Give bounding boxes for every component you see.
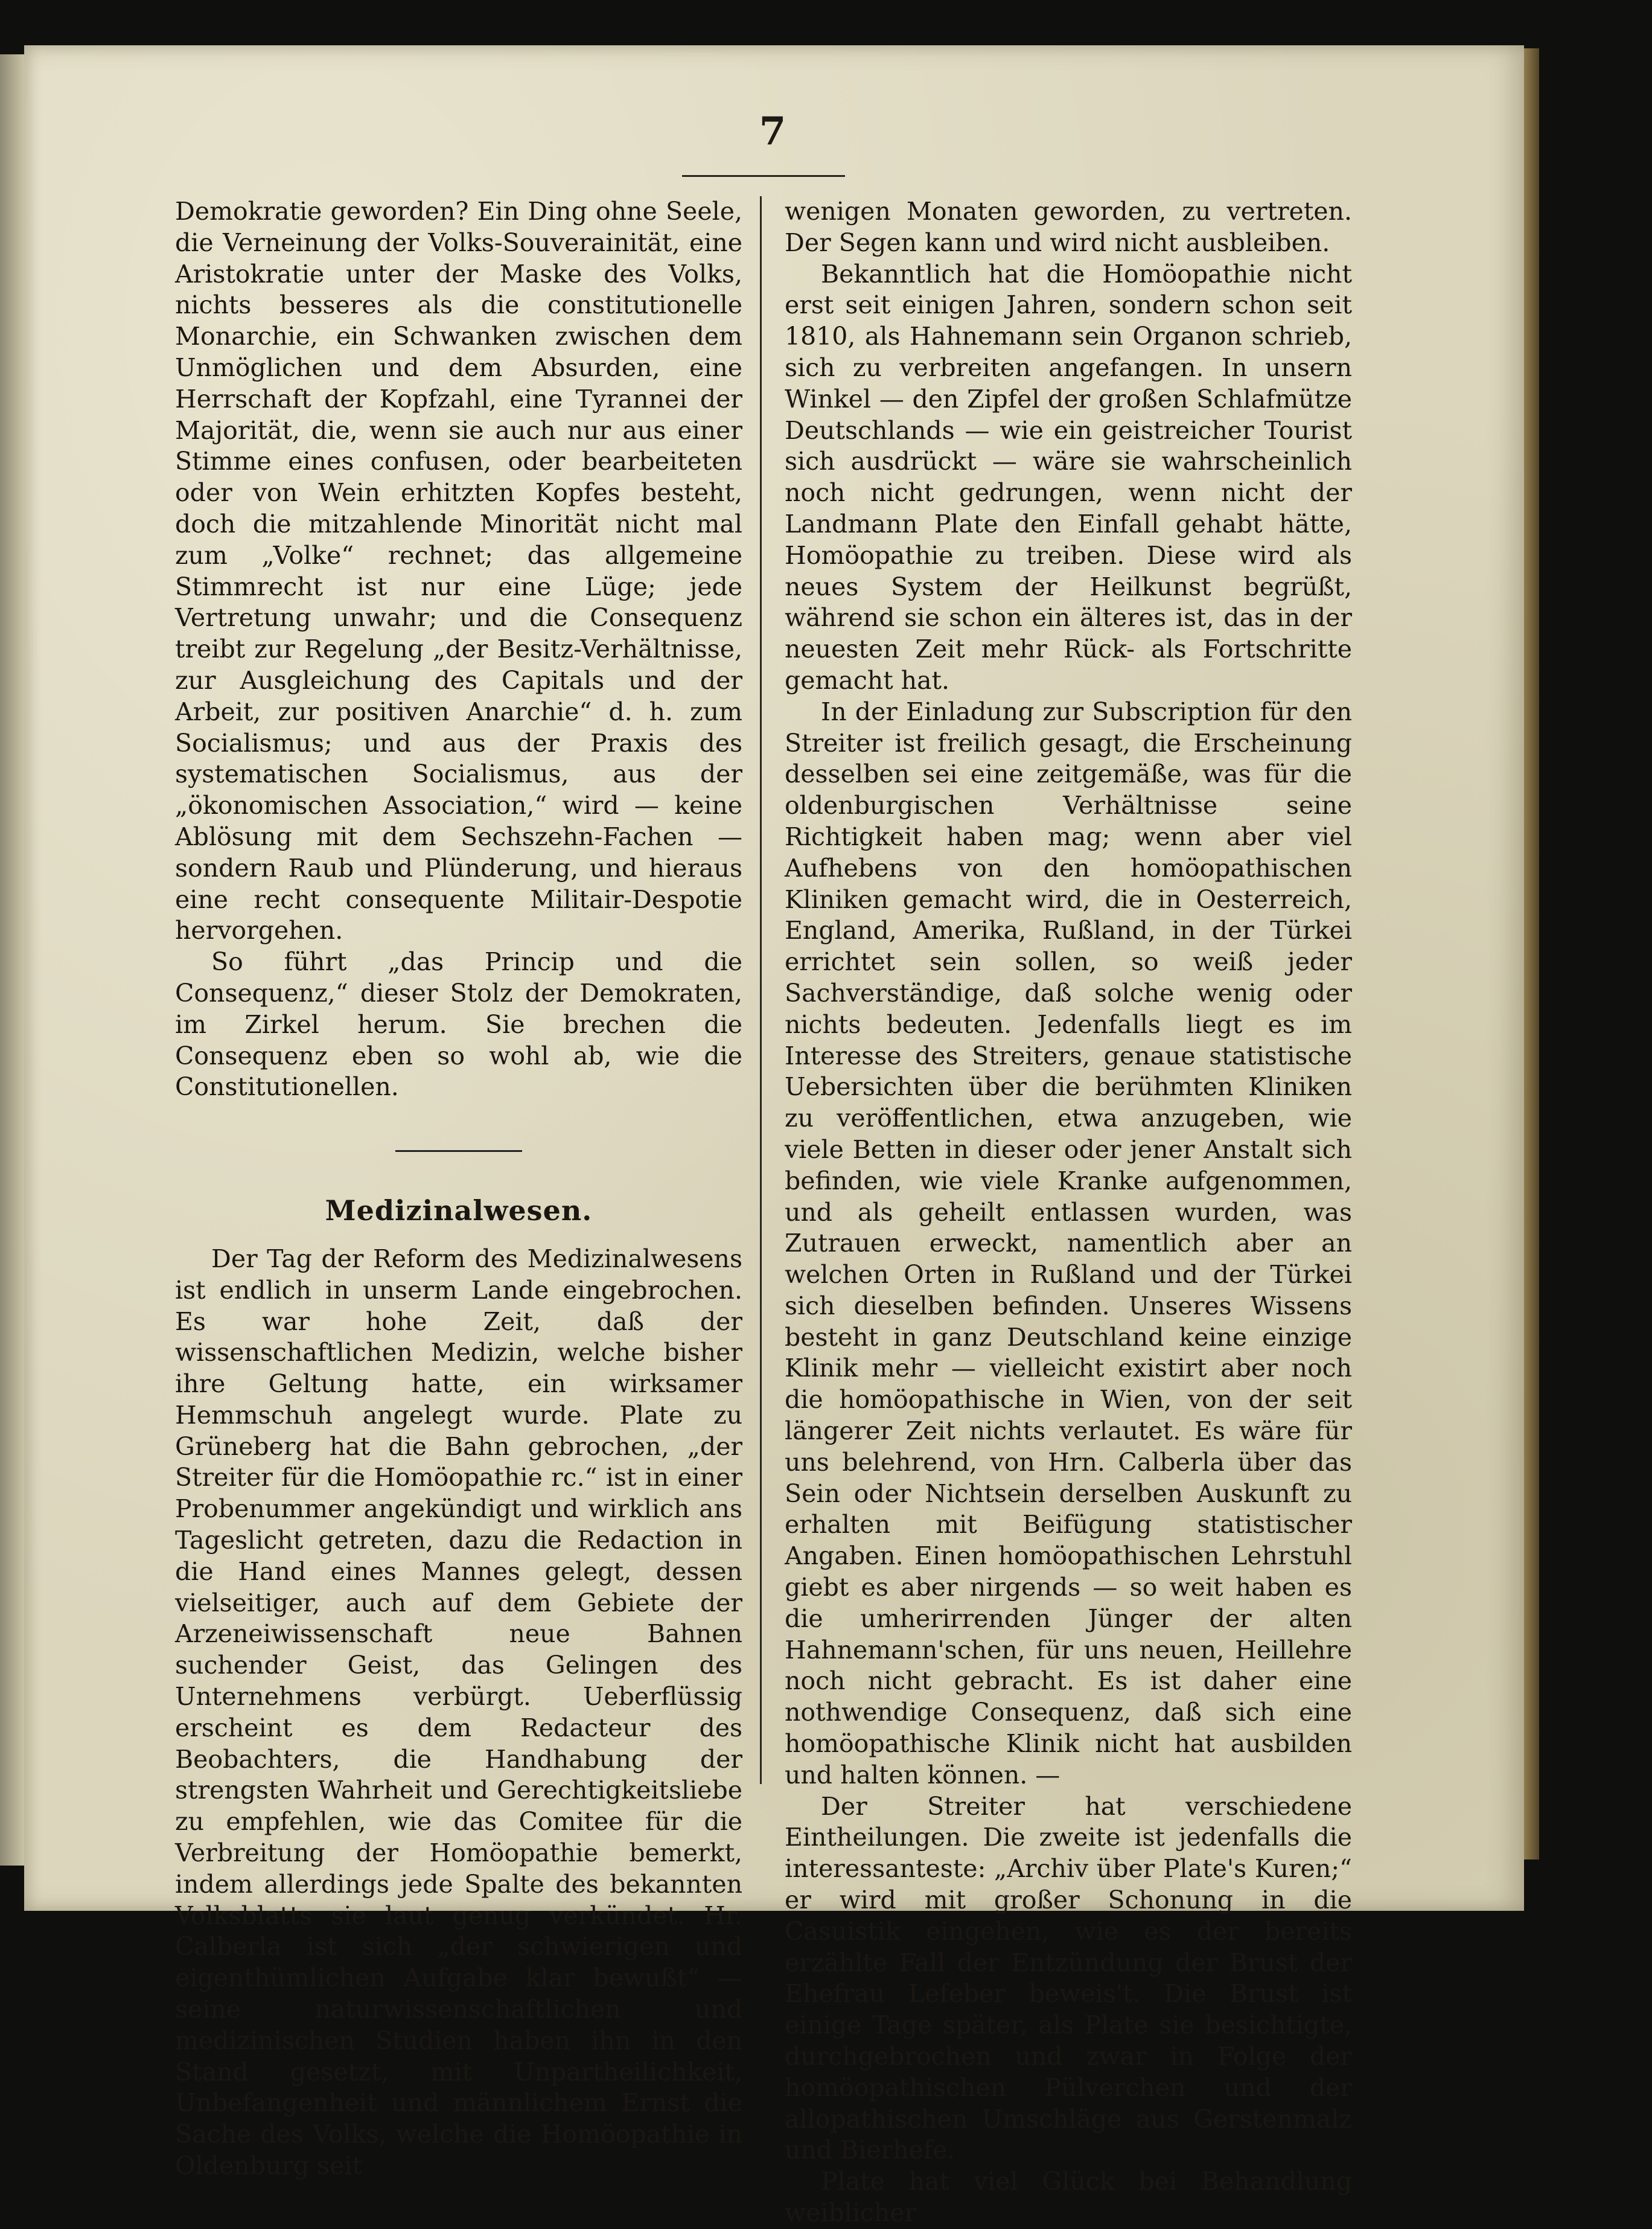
left-column: [175, 196, 742, 2182]
right-paragraph-4: Der Streiter hat verschiedene Eintheilungen. Die zweite ist jedenfalls die interessanteste: „Archiv über Plate's Kuren;“ er wird mit großer Schonung in die Casuistik eingehen, wie es der bereits erzählte Fall der Entzündung der Brust der Ehefrau Lefeber beweis't. Die Brust ist einige Tage später, als Plate sie besichtigte, durchgebrochen und zwar in Folge der homöopathischen Pülverchen und der allopathischen Umschläge aus Gerstenmalz und Bierhefe.: [785, 1791, 1352, 2165]
column-divider: [760, 196, 762, 1784]
right-paragraph-3: In der Einladung zur Subscription für den Streiter ist freilich gesagt, die Erscheinung desselben sei eine zeitgemäße, was für die oldenburgischen Verhältnisse seine Richtigkeit haben mag; wenn aber viel Aufhebens von den homöopathischen Kliniken gemacht wird, die in Oesterreich, England, Amerika, Rußland, in der Türkei errichtet sein sollen, so weiß jeder Sachverständige, daß solche wenig oder nichts bedeuten. Jedenfalls liegt es im Interesse des Streiters, genaue statistische Uebersichten über die berühmten Kliniken zu veröffentlichen, etwa anzugeben, wie viele Betten in dieser oder jener Anstalt sich befinden, wie viele Kranke aufgenommen, und als geheilt entlassen wurden, was Zutrauen erweckt, namentlich aber an welchen Orten in Rußland und der Türkei sich dieselben befinden. Unseres Wissens besteht in ganz Deutschland keine einzige Klinik mehr — vielleicht existirt aber noch die homöopathische in Wien, von der seit längerer Zeit nichts verlautet. Es wäre für uns belehrend, von Hrn. Calberla über das Sein oder Nichtsein derselben Auskunft zu erhalten mit Beifügung statistischer Angaben. Einen homöopathischen Lehrstuhl giebt es aber nirgends — so weit haben es die umherirrenden Jünger der alten Hahnemann'schen, für uns neuen, Heillehre noch nicht gebracht. Es ist daher eine nothwendige Consequenz, daß sich eine homöopathische Klinik nicht hat ausbilden und halten können. —: [785, 697, 1352, 1789]
facing-page-edge: [0, 54, 24, 1866]
right-paragraph-2: Bekanntlich hat die Homöopathie nicht erst seit einigen Jahren, sondern schon seit 1810, als Hahnemann sein Organon schrieb, sich zu verbreiten angefangen. In unsern Winkel — den Zipfel der großen Schlafmütze Deutschlands — wie ein geistreicher Tourist sich ausdrückt — wäre sie wahrscheinlich noch nicht gedrungen, wenn nicht der Landmann Plate den Einfall gehabt hätte, Homöopathie zu treiben. Diese wird als neues System der Heilkunst begrüßt, während sie schon ein älteres ist, das in der neuesten Zeit mehr Rück- als Fortschritte gemacht hat.: [785, 259, 1352, 695]
page-number: 7: [759, 109, 786, 154]
right-paragraph-1: wenigen Monaten geworden, zu vertreten. Der Segen kann und wird nicht ausbleiben.: [785, 197, 1352, 257]
section-paragraph-1: Der Tag der Reform des Medizinalwesens ist endlich in unserm Lande eingebrochen. Es war hohe Zeit, daß der wissenschaftlichen Medizin, welche bisher ihre Geltung hatte, ein wirksamer Hemmschuh angelegt wurde. Plate zu Grüneberg hat die Bahn gebrochen, „der Streiter für die Homöopathie rc.“ ist in einer Probenummer angekündigt und wirklich ans Tageslicht getreten, dazu die Redaction in die Hand eines Mannes gelegt, dessen vielseitiger, auch auf dem Gebiete der Arzeneiwissenschaft neue Bahnen suchender Geist, das Gelingen des Unternehmens verbürgt. Ueberflüssig erscheint es dem Redacteur des Beobachters, die Handhabung der strengsten Wahrheit und Gerechtigkeitsliebe zu empfehlen, wie das Comitee für die Verbreitung der Homöopathie bemerkt, indem allerdings jede Spalte des bekannten Volksblatts sie laut genug verkündet. Hr. Calberla ist sich „der schwierigen und eigenthümlichen Aufgabe klar bewußt“ — seine naturwissenschaftlichen und medizinischen Studien haben ihn in den Stand gesetzt, mit Unpartheilichkeit, Unbefangenheit und männlichem Ernst die Sache des Volks, welche die Homöopathie in Oldenburg seit: [175, 1244, 742, 2181]
section-divider-rule: [395, 1150, 522, 1152]
section-heading: Medizinalwesen.: [325, 1194, 593, 1227]
left-paragraph-1: Demokratie geworden? Ein Ding ohne Seele, die Verneinung der Volks-Souverainität, eine Aristokratie unter der Maske des Volks, nichts besseres als die constitutionelle Monarchie, ein Schwanken zwischen dem Unmöglichen und dem Absurden, eine Herrschaft der Kopfzahl, eine Tyrannei der Majorität, die, wenn sie auch nur aus einer Stimme eines confusen, oder bearbeiteten oder von Wein erhitzten Kopfes besteht, doch die mitzahlende Minorität nicht mal zum „Volke“ rechnet; das allgemeine Stimmrecht ist nur eine Lüge; jede Vertretung unwahr; und die Consequenz treibt zur Regelung „der Besitz-Verhältnisse, zur Ausgleichung des Capitals und der Arbeit, zur positiven Anarchie“ d. h. zum Socialismus; und aus der Praxis des systematischen Socialismus, aus der „ökonomischen Association,“ wird — keine Ablösung mit dem Sechszehn-Fachen — sondern Raub und Plünderung, und hieraus eine recht consequente Militair-Despotie hervorgehen.: [175, 197, 742, 945]
header-rule: [682, 175, 845, 177]
left-paragraph-2: So führt „das Princip und die Consequenz,“ dieser Stolz der Demokraten, im Zirkel herum. Sie brechen die Consequenz eben so wohl ab, wie die Constitutionellen.: [175, 947, 742, 1102]
right-column: [785, 196, 1352, 2229]
right-paragraph-5: Plate hat viel Glück bei Behandlung weiblicher: [785, 2167, 1352, 2227]
